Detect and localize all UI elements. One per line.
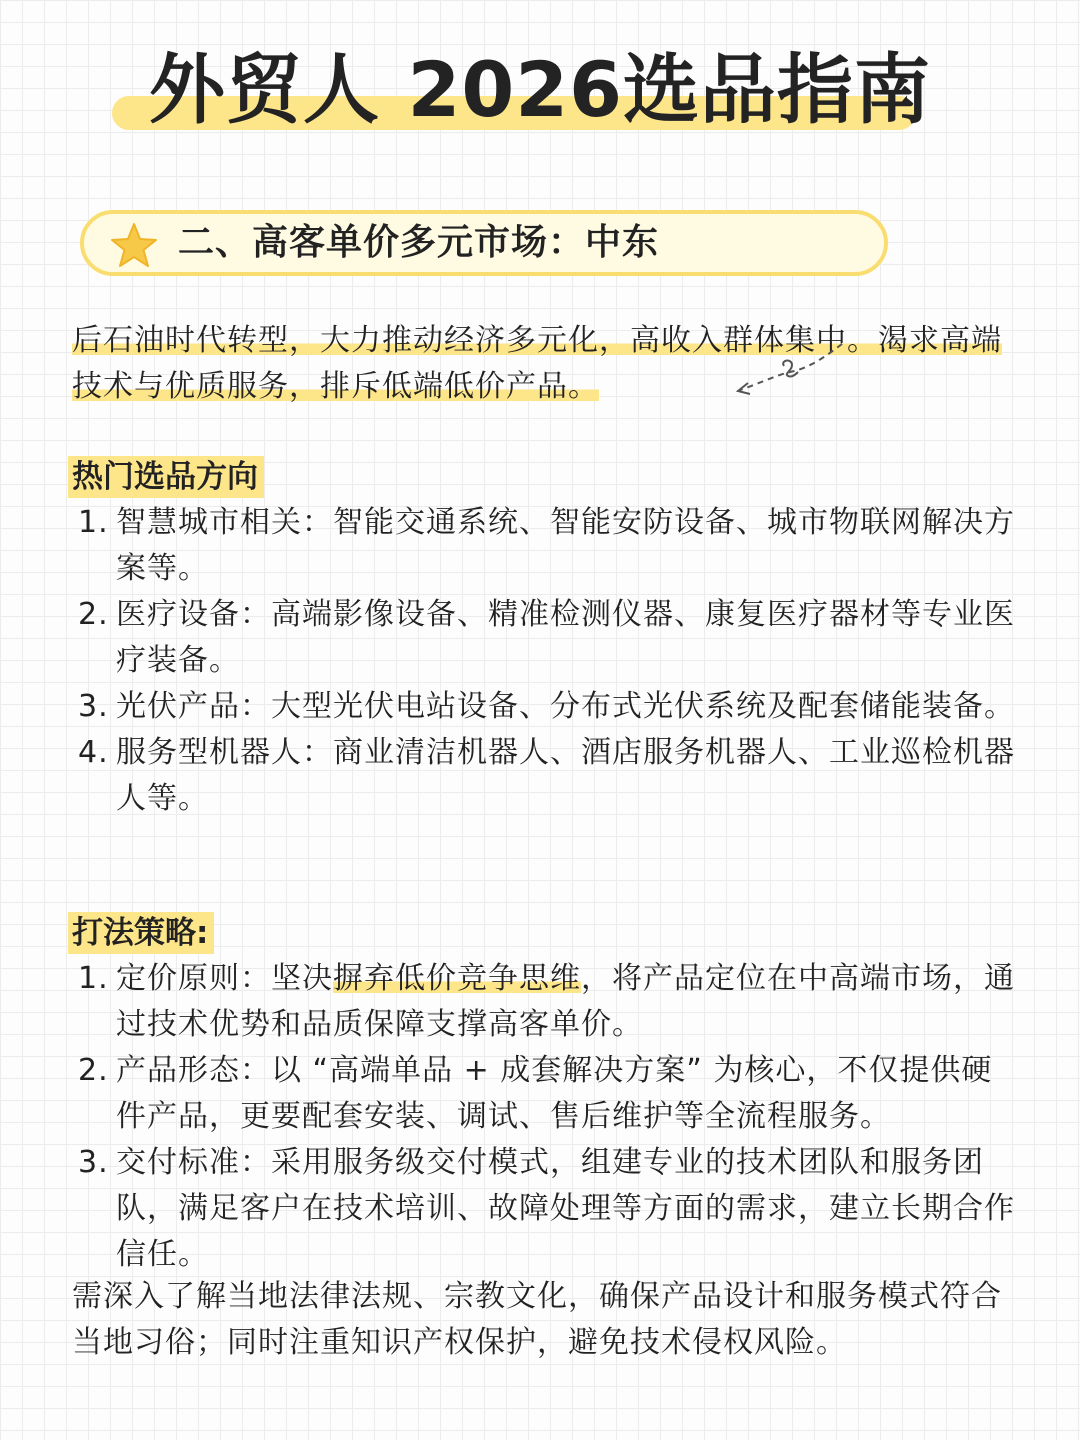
list-item (76, 1048, 1016, 1140)
closing-paragraph: 需深入了解当地法律法规、宗教文化，确保产品设计和服务模式符合当地习俗；同时注重知识产权保护，避免技术侵权风险。 (72, 1279, 1002, 1360)
item-text-pre: 定价原则：坚决 (116, 961, 333, 996)
item-number: 1. (78, 505, 109, 540)
item-text: 服务型机器人：商业清洁机器人、酒店服务机器人、工业巡检机器人等。 (116, 735, 1015, 816)
strategy-heading: 打法策略: (68, 912, 214, 954)
item-number: 2. (78, 1053, 109, 1088)
item-text-post: ，将产品定位在中高端市场，通过技术优势和品质保障支撑高客单价。 (116, 961, 1015, 1042)
item-number: 2. (78, 597, 109, 632)
section-header (80, 210, 888, 276)
list-item (76, 684, 1016, 730)
hot-products-list (76, 500, 1016, 822)
title-container (0, 40, 1080, 140)
list-item (76, 956, 1016, 1048)
item-text: 交付标准：采用服务级交付模式，组建专业的技术团队和服务团队，满足客户在技术培训、故障处理等方面的需求，建立长期合作信任。 (116, 1145, 1015, 1272)
section-title: 二、高客单价多元市场：中东 (178, 222, 660, 263)
hot-products-heading: 热门选品方向 (68, 456, 264, 498)
item-text: 产品形态：以 “高端单品 + 成套解决方案” 为核心，不仅提供硬件产品，更要配套安装、调试、售后维护等全流程服务。 (116, 1053, 993, 1134)
list-item (76, 500, 1016, 592)
intro-paragraph (72, 318, 1022, 410)
item-number: 3. (78, 1145, 109, 1180)
item-text: 医疗设备：高端影像设备、精准检测仪器、康复医疗器材等专业医疗装备。 (116, 597, 1015, 678)
item-number: 1. (78, 961, 109, 996)
item-number: 4. (78, 735, 109, 770)
list-item (76, 592, 1016, 684)
strategy-list (76, 956, 1016, 1278)
list-item (76, 730, 1016, 822)
list-item (76, 1140, 1016, 1278)
arrow-doodle-icon (730, 338, 850, 400)
star-icon (110, 222, 158, 268)
item-number: 3. (78, 689, 109, 724)
item-text: 智慧城市相关：智能交通系统、智能安防设备、城市物联网解决方案等。 (116, 505, 1015, 586)
item-text: 光伏产品：大型光伏电站设备、分布式光伏系统及配套储能装备。 (116, 689, 1015, 724)
item-text-highlight: 摒弃低价竞争思维 (333, 961, 581, 996)
intro-text: 后石油时代转型，大力推动经济多元化，高收入群体集中。渴求高端技术与优质服务，排斥低端低价产品。 (72, 323, 1002, 404)
page-title: 外贸人 2026选品指南 (149, 45, 931, 134)
